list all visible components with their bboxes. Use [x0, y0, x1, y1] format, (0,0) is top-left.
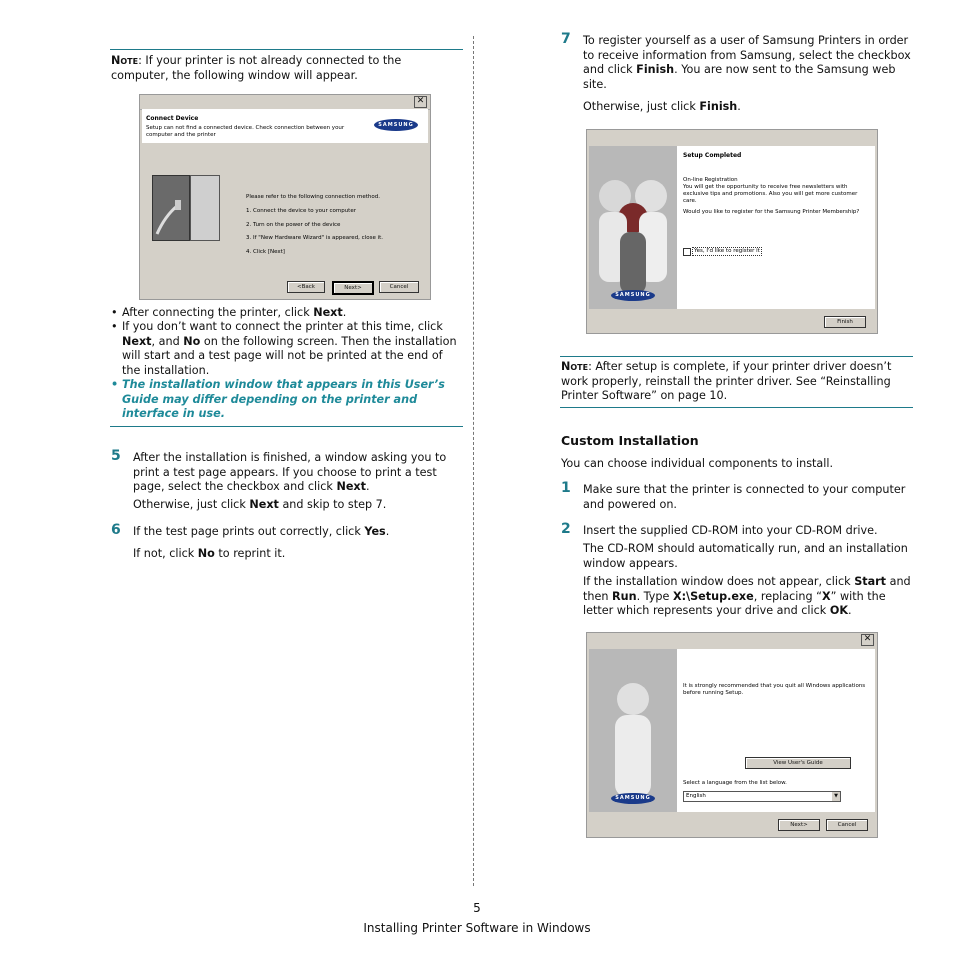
bullet-2-end: on the following screen. Then the installation will start and a test page will not be printed at the end of the installation.: [122, 334, 457, 377]
bullet-1-text: After connecting the printer, click: [122, 306, 314, 319]
manual-bold-setup: X:\Setup.exe: [672, 589, 754, 603]
step-1-number: 1: [561, 480, 571, 496]
quit-apps-text: It is strongly recommended that you quit all Windows applications before running Setup.: [683, 683, 866, 696]
samsung-logo: SAMSUNG: [611, 793, 655, 804]
step-6-not-bold: No: [197, 547, 215, 560]
dialog-subtitle: Setup can not find a connected device. Check connection between your computer and the printer: [146, 125, 345, 138]
window-titlebar: [587, 130, 877, 144]
connection-step-1: 1. Connect the device to your computer: [246, 208, 356, 214]
bullet-1-bold: Next: [313, 306, 343, 319]
bullet-1-end: .: [342, 306, 347, 319]
step-2-manual: [583, 575, 913, 619]
step-5-otherwise-text: Otherwise, just click: [133, 498, 250, 511]
language-select-screenshot: [586, 632, 878, 838]
select-language-label: Select a language from the list below.: [683, 780, 787, 786]
step-6-not-end: to reprint it.: [214, 547, 286, 560]
person-icon: [589, 649, 677, 812]
cancel-button[interactable]: Cancel: [379, 281, 419, 293]
connection-step-4: 4. Click [Next]: [246, 249, 285, 255]
note-bottom-rule: [110, 426, 463, 427]
cancel-button[interactable]: Cancel: [826, 819, 868, 831]
registration-title: On-line Registration: [683, 177, 738, 183]
register-checkbox-label[interactable]: Yes, I'd like to register it: [694, 248, 760, 254]
printer-cable-illustration: [152, 175, 190, 241]
manual-text-e: . Type: [636, 589, 673, 603]
bullet-2-bold-next: Next: [122, 334, 152, 348]
manual-text-a: If the installation window does not appear, click: [583, 575, 855, 588]
registration-text: You will get the opportunity to receive free newsletters with exclusive tips and promotions. Also you will get more customer care.: [683, 184, 858, 204]
dialog-title: Connect Device: [146, 115, 199, 122]
view-users-guide-button[interactable]: View User's Guide: [745, 757, 851, 769]
connection-instruction: Please refer to the following connection method.: [246, 194, 381, 200]
step-5-bold: Next: [336, 480, 366, 493]
bullet-2: [122, 320, 462, 378]
bullet-dot: •: [111, 378, 119, 391]
bullet-3-note: The installation window that appears in this User’s Guide may differ depending on the printer and interface in use.: [122, 378, 445, 420]
bullet-2-mid: , and: [151, 334, 184, 348]
note-paragraph: [111, 54, 461, 83]
step-2-number: 2: [561, 521, 571, 537]
right-note-paragraph: [561, 360, 911, 404]
step-7-otherwise-text: Otherwise, just click: [583, 100, 700, 113]
close-icon[interactable]: ✕: [861, 634, 874, 646]
manual-text-i: ” with the letter which represents your drive and click: [583, 589, 886, 617]
bullet-dot: •: [111, 306, 118, 319]
setup-heading: Setup Completed: [683, 152, 742, 159]
language-select[interactable]: [683, 791, 841, 802]
step-5-otherwise: [133, 498, 458, 513]
step-6-body: If the test page prints out correctly, click: [133, 525, 365, 538]
language-content: [677, 649, 875, 812]
custom-intro: You can choose individual components to install.: [561, 457, 834, 470]
person-illustration: [589, 649, 677, 812]
note-label: Note: [561, 360, 589, 373]
bullet-2-text: If you don’t want to connect the printer at this time, click: [122, 320, 443, 333]
note-label: Note: [111, 54, 139, 67]
connection-step-2: 2. Turn on the power of the device: [246, 222, 341, 228]
step-7-text: [583, 34, 913, 92]
manual-bold-ok: OK: [829, 604, 849, 617]
window-titlebar: [587, 633, 877, 647]
close-icon[interactable]: ✕: [414, 96, 427, 108]
setup-completed-screenshot: [586, 129, 878, 334]
manual-text-k: .: [848, 604, 852, 617]
step-7-number: 7: [561, 31, 571, 47]
note-text: : If your printer is not already connected to the computer, the following window will appear.: [111, 54, 402, 82]
step-5-text: [133, 451, 458, 495]
manual-bold-x: X: [821, 589, 831, 603]
step-5-otherwise-end: and skip to step 7.: [278, 498, 387, 511]
footer-title: Installing Printer Software in Windows: [363, 921, 591, 935]
step-7-body: To register yourself as a user of Samsung Printers in order to receive information from Samsung, select the checkbox and click: [583, 34, 911, 76]
window-titlebar: [140, 95, 430, 110]
cable-icon: [153, 176, 189, 240]
manual-text-c: and then: [583, 575, 911, 603]
language-select-value: English: [686, 793, 706, 799]
step-5-end: .: [365, 480, 370, 493]
connect-device-screenshot: [139, 94, 431, 300]
chevron-down-icon[interactable]: ▼: [832, 792, 840, 801]
people-icon: [589, 146, 677, 309]
next-button[interactable]: Next>: [778, 819, 820, 831]
step-6-text: [133, 525, 458, 540]
registration-question: Would you like to register for the Samsung Printer Membership?: [683, 209, 860, 215]
bullet-1: [122, 306, 462, 321]
note-bottom-rule: [560, 407, 913, 408]
step-6-number: 6: [111, 522, 121, 538]
step-2-autorun: The CD-ROM should automatically run, and an installation window appears.: [583, 542, 908, 570]
printer-port-panel: [190, 175, 220, 241]
step-7-bold: Finish: [636, 63, 675, 76]
bullet-dot: •: [111, 320, 118, 333]
step-7-otherwise: [583, 100, 913, 115]
manual-bold-run: Run: [612, 589, 637, 603]
step-6-end: .: [385, 525, 390, 538]
people-illustration: [589, 146, 677, 309]
page-number: 5: [473, 901, 481, 915]
column-divider: [473, 36, 474, 886]
step-5-body: After the installation is finished, a window asking you to print a test page appears. If you choose to print a test page, select the checkbox and click: [133, 451, 447, 493]
connection-step-3: 3. If "New Hardware Wizard" is appeared, close it.: [246, 235, 384, 241]
bullet-2-bold-no: No: [183, 334, 201, 348]
back-button[interactable]: <Back: [287, 281, 325, 293]
setup-content: [677, 146, 875, 309]
finish-button[interactable]: Finish: [824, 316, 866, 328]
step-2-text: Insert the supplied CD-ROM into your CD-ROM drive.: [583, 524, 878, 537]
custom-installation-heading: Custom Installation: [561, 433, 699, 448]
samsung-logo: SAMSUNG: [374, 119, 418, 131]
manual-text-g: , replacing “: [753, 589, 822, 603]
step-5-otherwise-bold: Next: [249, 498, 279, 511]
manual-bold-start: Start: [854, 575, 887, 588]
samsung-logo: SAMSUNG: [611, 290, 655, 301]
register-checkbox[interactable]: [683, 248, 691, 256]
step-7-otherwise-end: .: [737, 100, 741, 113]
note-text: : After setup is complete, if your printer driver doesn’t work properly, reinstall the printer driver. See “Reinstalling Printer Software” on page 10.: [561, 360, 892, 402]
note-top-rule: [560, 356, 913, 357]
step-1-text: Make sure that the printer is connected to your computer and powered on.: [583, 483, 906, 511]
note-top-rule: [110, 49, 463, 50]
step-6-not: [133, 547, 458, 562]
step-6-bold: Yes: [364, 525, 386, 538]
step-7-otherwise-bold: Finish: [699, 100, 738, 113]
step-7-end: . You are now sent to the Samsung web site.: [583, 63, 896, 91]
next-button[interactable]: Next>: [332, 281, 374, 295]
step-5-number: 5: [111, 448, 121, 464]
dialog-header: [142, 109, 428, 143]
step-6-not-text: If not, click: [133, 547, 198, 560]
